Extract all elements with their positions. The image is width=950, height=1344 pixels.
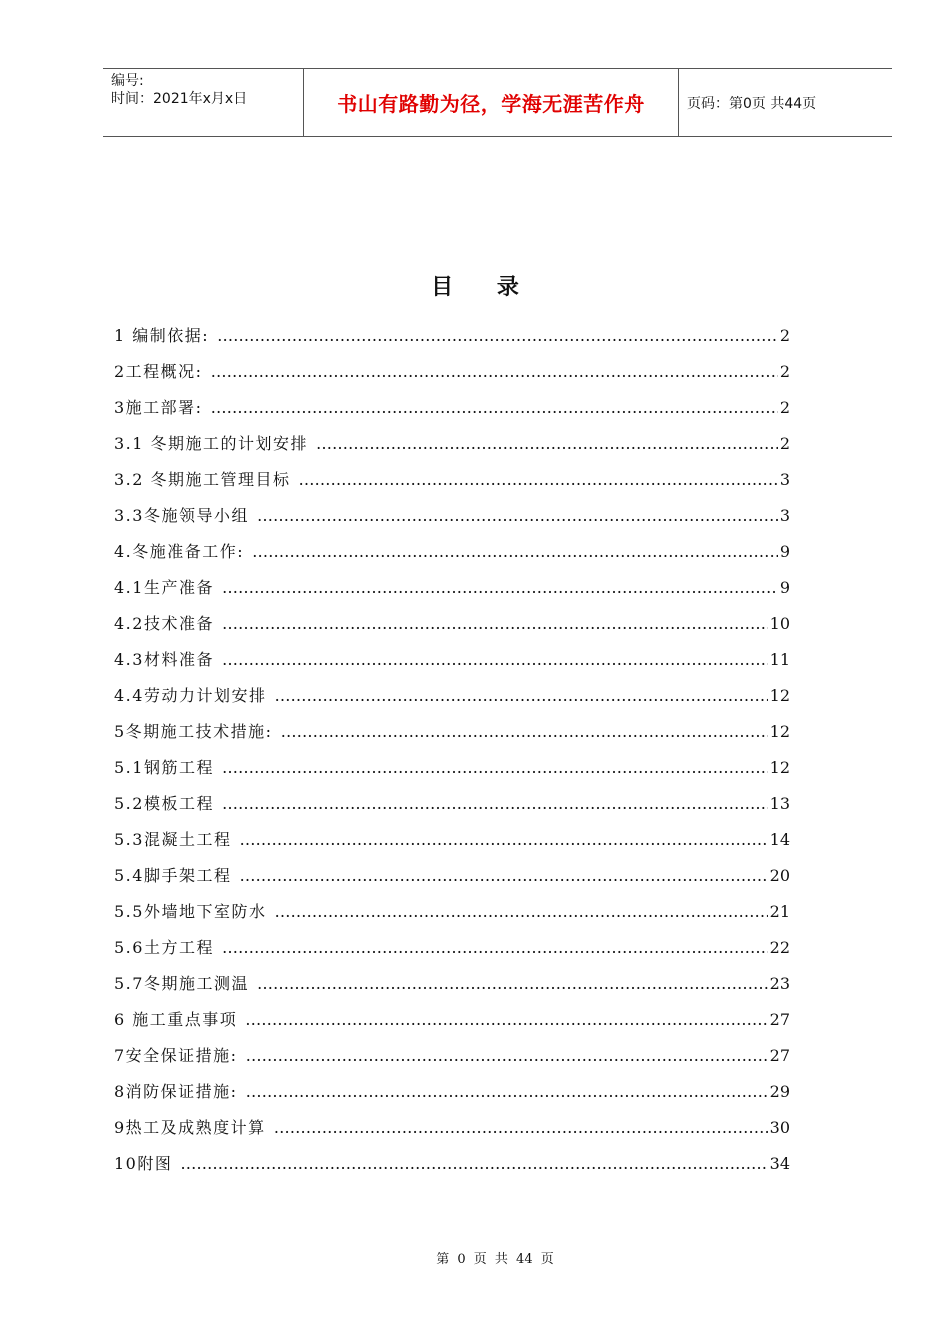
header-motto-cell: [303, 69, 679, 136]
toc-leader-dots: [211, 398, 778, 417]
table-of-contents: [114, 323, 790, 1187]
toc-entry-page: 22: [769, 938, 790, 957]
toc-leader-dots: [274, 902, 767, 921]
toc-entry-page: 27: [769, 1010, 790, 1029]
toc-entry-page: 14: [769, 830, 790, 849]
toc-entry[interactable]: [114, 719, 790, 755]
toc-entry[interactable]: [114, 863, 790, 899]
toc-entry-label: 3施工部署:: [114, 398, 203, 417]
toc-entry-label: 3.2 冬期施工管理目标: [114, 470, 291, 489]
toc-entry-label: 10附图: [114, 1154, 173, 1173]
toc-entry[interactable]: [114, 683, 790, 719]
toc-entry-page: 23: [769, 974, 790, 993]
toc-entry-page: 9: [779, 578, 790, 597]
toc-leader-dots: [274, 686, 767, 705]
toc-entry-page: 12: [769, 722, 790, 741]
toc-entry[interactable]: [114, 431, 790, 467]
toc-leader-dots: [211, 362, 778, 381]
toc-entry-page: 12: [769, 758, 790, 777]
toc-leader-dots: [281, 722, 768, 741]
toc-entry-label: 1 编制依据:: [114, 326, 210, 345]
toc-entry-page: 34: [769, 1154, 790, 1173]
toc-leader-dots: [257, 506, 778, 525]
toc-entry[interactable]: [114, 1079, 790, 1115]
toc-entry-page: 2: [779, 398, 790, 417]
toc-entry[interactable]: [114, 395, 790, 431]
toc-leader-dots: [239, 830, 767, 849]
toc-leader-dots: [246, 1046, 768, 1065]
toc-leader-dots: [246, 1082, 768, 1101]
header-page-cell: [678, 69, 892, 136]
toc-entry[interactable]: [114, 323, 790, 359]
toc-title: 目 录: [431, 274, 537, 300]
toc-entry-page: 9: [779, 542, 790, 561]
toc-entry-page: 27: [769, 1046, 790, 1065]
toc-entry[interactable]: [114, 1115, 790, 1151]
toc-entry-label: 3.3冬施领导小组: [114, 506, 249, 525]
header-motto: 书山有路勤为径，学海无涯苦作舟: [337, 92, 645, 116]
toc-leader-dots: [222, 794, 768, 813]
toc-entry-label: 5.2模板工程: [114, 794, 214, 813]
toc-leader-dots: [257, 974, 768, 993]
toc-entry-page: 30: [769, 1118, 790, 1137]
toc-entry-label: 2工程概况:: [114, 362, 203, 381]
toc-entry-label: 4.冬施准备工作:: [114, 542, 245, 561]
toc-entry-label: 3.1 冬期施工的计划安排: [114, 434, 309, 453]
toc-entry[interactable]: [114, 899, 790, 935]
toc-leader-dots: [245, 1010, 767, 1029]
toc-entry-page: 10: [769, 614, 790, 633]
toc-entry[interactable]: [114, 971, 790, 1007]
toc-entry[interactable]: [114, 467, 790, 503]
toc-entry-page: 12: [769, 686, 790, 705]
toc-entry-label: 7安全保证措施:: [114, 1046, 238, 1065]
toc-entry[interactable]: [114, 1151, 790, 1187]
toc-entry[interactable]: [114, 935, 790, 971]
toc-leader-dots: [222, 614, 768, 633]
toc-entry-label: 4.3材料准备: [114, 650, 214, 669]
toc-leader-dots: [222, 650, 768, 669]
toc-entry-page: 21: [769, 902, 790, 921]
toc-entry-label: 5冬期施工技术措施:: [114, 722, 273, 741]
toc-entry[interactable]: [114, 647, 790, 683]
toc-entry[interactable]: [114, 755, 790, 791]
toc-entry[interactable]: [114, 503, 790, 539]
toc-entry-page: 3: [779, 506, 790, 525]
document-header: [103, 68, 892, 137]
toc-entry-label: 4.1生产准备: [114, 578, 214, 597]
toc-entry-page: 11: [769, 650, 790, 669]
toc-entry-label: 5.1钢筋工程: [114, 758, 214, 777]
toc-entry[interactable]: [114, 611, 790, 647]
header-meta: [103, 69, 303, 136]
toc-entry-label: 5.7冬期施工测温: [114, 974, 249, 993]
toc-entry[interactable]: [114, 791, 790, 827]
toc-entry-page: 2: [779, 434, 790, 453]
toc-entry-page: 29: [769, 1082, 790, 1101]
toc-entry-label: 8消防保证措施:: [114, 1082, 238, 1101]
toc-leader-dots: [180, 1154, 767, 1173]
toc-entry-label: 6 施工重点事项: [114, 1010, 238, 1029]
toc-entry[interactable]: [114, 539, 790, 575]
toc-entry[interactable]: [114, 1043, 790, 1079]
toc-leader-dots: [274, 1118, 768, 1137]
toc-leader-dots: [222, 938, 768, 957]
toc-leader-dots: [217, 326, 778, 345]
toc-entry-page: 2: [779, 326, 790, 345]
toc-entry[interactable]: [114, 1007, 790, 1043]
toc-entry-label: 5.6土方工程: [114, 938, 214, 957]
document-number-label: 编号:: [111, 73, 144, 89]
toc-entry[interactable]: [114, 827, 790, 863]
toc-entry-page: 20: [769, 866, 790, 885]
toc-leader-dots: [299, 470, 778, 489]
toc-entry-label: 4.4劳动力计划安排: [114, 686, 267, 705]
toc-entry[interactable]: [114, 575, 790, 611]
page-footer: 第 0 页 共 44 页: [436, 1252, 554, 1267]
toc-leader-dots: [252, 542, 778, 561]
toc-entry-page: 3: [779, 470, 790, 489]
toc-entry[interactable]: [114, 359, 790, 395]
toc-entry-page: 13: [769, 794, 790, 813]
toc-entry-label: 5.5外墙地下室防水: [114, 902, 267, 921]
toc-leader-dots: [239, 866, 767, 885]
toc-leader-dots: [222, 578, 778, 597]
toc-entry-label: 4.2技术准备: [114, 614, 214, 633]
toc-entry-label: 9热工及成熟度计算: [114, 1118, 266, 1137]
toc-leader-dots: [316, 434, 778, 453]
header-page-label: 页码：第0页 共44页: [687, 95, 817, 112]
toc-leader-dots: [222, 758, 768, 777]
toc-entry-page: 2: [779, 362, 790, 381]
toc-entry-label: 5.4脚手架工程: [114, 866, 232, 885]
toc-entry-label: 5.3混凝土工程: [114, 830, 232, 849]
document-time-label: 时间：2021年x月x日: [111, 91, 248, 107]
